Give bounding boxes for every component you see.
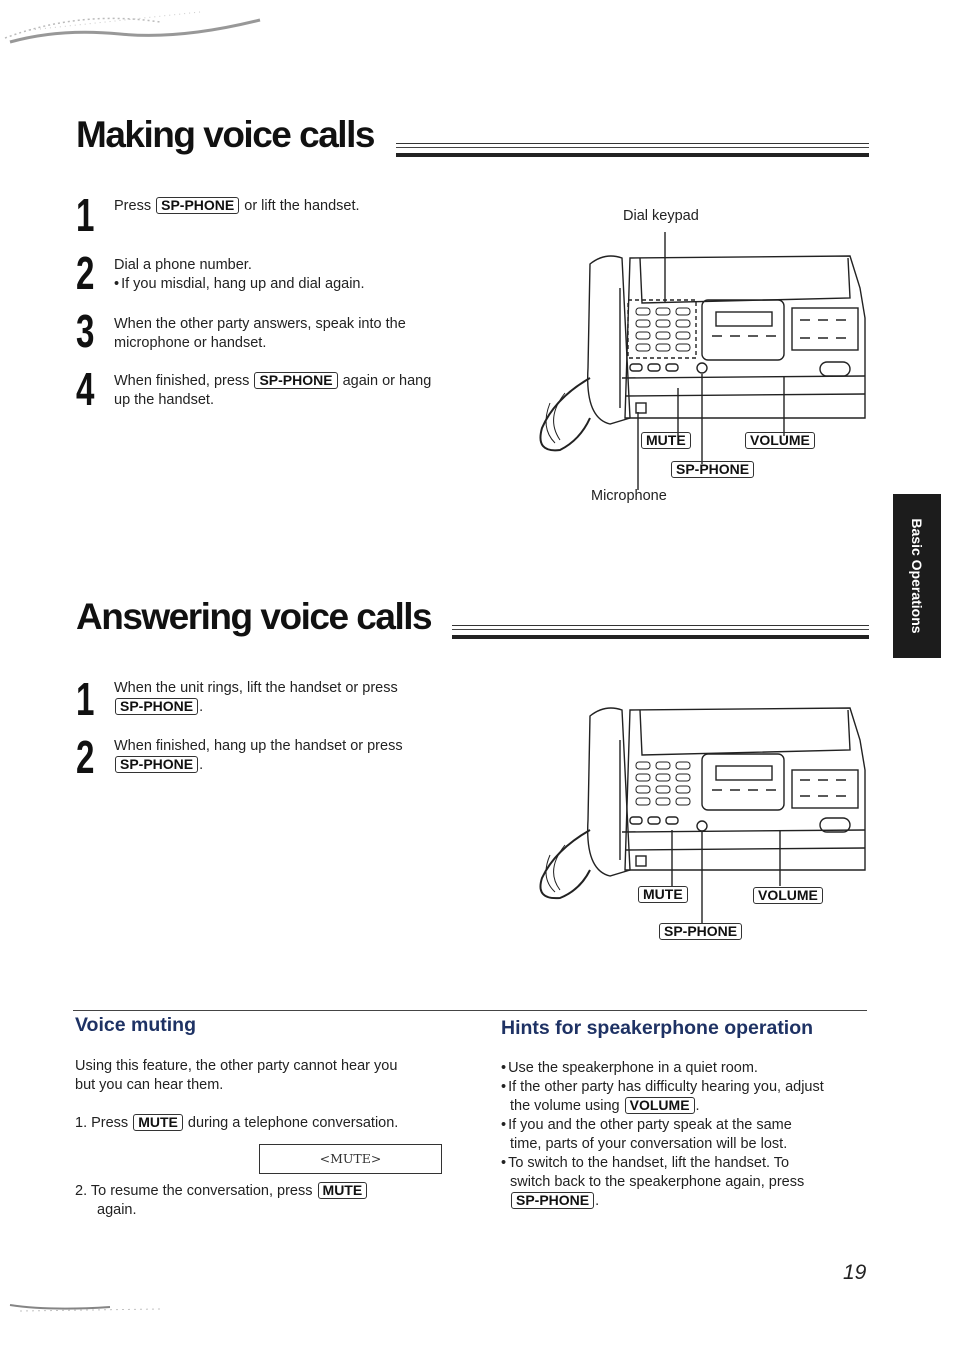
voice-muting-step-1: 1. Press MUTE during a telephone conversation. [75, 1114, 399, 1131]
title-rule [452, 625, 869, 639]
title-rule [396, 143, 869, 157]
answer-step-2-text: When finished, hang up the handset or press SP-PHONE . [114, 738, 403, 773]
mute-label: MUTE [640, 432, 692, 449]
step-1-text: Press SP-PHONE or lift the handset. [114, 197, 360, 214]
mute-key: MUTE [133, 1114, 183, 1131]
step-4-text: When finished, press SP-PHONE again or hang up the handset. [114, 372, 432, 408]
voice-muting-step-2: 2. To resume the conversation, press MUTE again. [75, 1182, 368, 1220]
hints-heading: Hints for speakerphone operation [501, 1017, 814, 1039]
step-number: 1 [76, 673, 95, 725]
step-number: 2 [76, 731, 95, 783]
scan-artifact-bottom [0, 1295, 200, 1325]
sp-phone-key: SP-PHONE [115, 756, 198, 773]
step-number: 4 [76, 363, 95, 415]
step-number: 3 [76, 305, 95, 357]
mute-display: <MUTE> [259, 1144, 442, 1174]
microphone-label: Microphone [591, 488, 667, 504]
sp-phone-key: SP-PHONE [156, 197, 239, 214]
sp-phone-label: SP-PHONE [670, 461, 755, 478]
answer-step-1-text: When the unit rings, lift the handset or press SP-PHONE . [114, 680, 398, 715]
sp-phone-label: SP-PHONE [658, 923, 743, 940]
making-voice-calls-title: Making voice calls [76, 114, 374, 155]
volume-label: VOLUME [744, 432, 816, 449]
hints-list: • Use the speakerphone in a quiet room. • If the other party has difficulty hearing you, adjust the volume using VOLUME . • If you and the other party speak at the same time, parts of your conversation will be lost. • To switch to the handset, lift the handset. To switch back to the speakerphone again, press SP-PHONE . [501, 1059, 824, 1211]
sp-phone-key: SP-PHONE [511, 1192, 594, 1209]
volume-key: VOLUME [625, 1097, 695, 1114]
page-number: 19 [843, 1261, 867, 1284]
mute-label: MUTE [637, 886, 689, 903]
step-2-text: Dial a phone number. • If you misdial, hang up and dial again. [114, 256, 365, 294]
sp-phone-key: SP-PHONE [115, 698, 198, 715]
voice-muting-intro: Using this feature, the other party cannot hear you but you can hear them. [75, 1058, 398, 1093]
scan-artifact-top [0, 0, 400, 60]
step-3-text: When the other party answers, speak into the microphone or handset. [114, 316, 406, 351]
voice-muting-heading: Voice muting [75, 1014, 196, 1036]
step-number: 1 [76, 189, 95, 241]
sp-phone-key: SP-PHONE [254, 372, 337, 389]
basic-operations-tab: Basic Operations [893, 494, 941, 658]
dial-keypad-label: Dial keypad [623, 208, 699, 224]
answering-voice-calls-title: Answering voice calls [76, 596, 432, 637]
mute-key: MUTE [318, 1182, 368, 1199]
step-number: 2 [76, 247, 95, 299]
fax-machine-illustration [530, 700, 870, 940]
section-divider [73, 1010, 867, 1011]
volume-label: VOLUME [752, 887, 824, 904]
